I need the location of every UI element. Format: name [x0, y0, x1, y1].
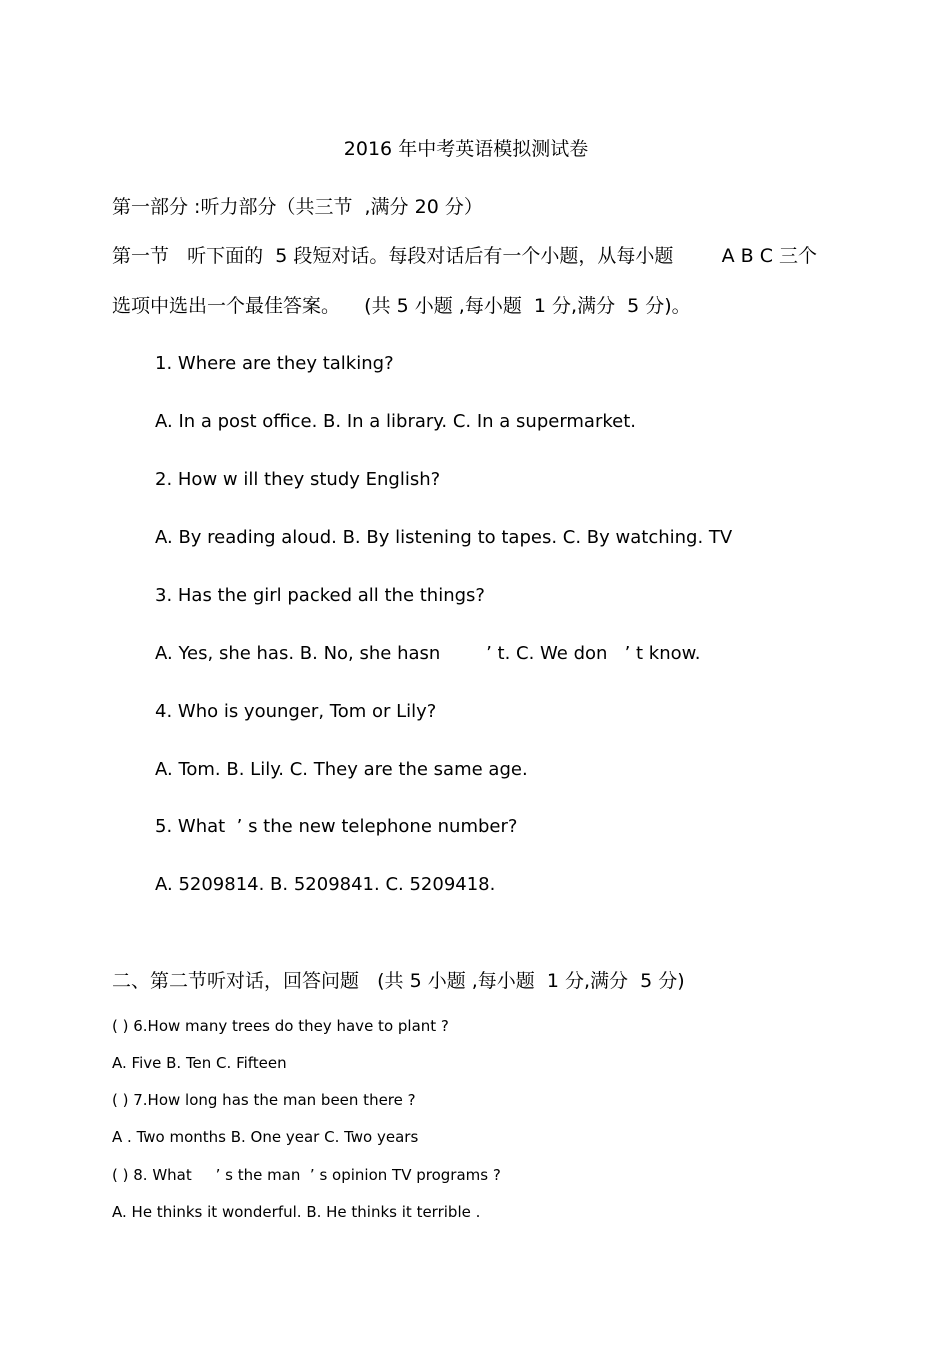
question-1: 1. Where are they talking? — [155, 353, 394, 374]
question-5-options: A. 5209814. B. 5209841. C. 5209418. — [155, 874, 496, 895]
question-5: 5. What ’ s the new telephone number? — [155, 816, 518, 837]
question-4: 4. Who is younger, Tom or Lily? — [155, 701, 437, 722]
question-3: 3. Has the girl packed all the things? — [155, 585, 485, 606]
question-6-options: A. Five B. Ten C. Fifteen — [112, 1054, 287, 1072]
question-8-options: A. He thinks it wonderful. B. He thinks it terrible . — [112, 1203, 481, 1221]
section2-heading: 二、第二节听对话，回答问题 (共 5 小题 ,每小题 1 分,满分 5 分) — [112, 970, 685, 992]
question-2: 2. How w ill they study English? — [155, 469, 441, 490]
section1-instructions-line1: 第一节 听下面的 5 段短对话。每段对话后有一个小题，从每小题 A B C 三个 — [112, 245, 818, 267]
question-2-options: A. By reading aloud. B. By listening to tapes. C. By watching. TV — [155, 527, 733, 548]
question-7: ( ) 7.How long has the man been there ? — [112, 1091, 416, 1109]
question-6: ( ) 6.How many trees do they have to plant ? — [112, 1017, 449, 1035]
question-4-options: A. Tom. B. Lily. C. They are the same age. — [155, 759, 528, 780]
page-title: 2016 年中考英语模拟测试卷 — [343, 138, 589, 160]
part1-heading: 第一部分 :听力部分（共三节 ,满分 20 分） — [112, 196, 483, 218]
question-7-options: A . Two months B. One year C. Two years — [112, 1128, 419, 1146]
question-1-options: A. In a post office. B. In a library. C. In a supermarket. — [155, 411, 636, 432]
section1-instructions-line2: 选项中选出一个最佳答案。 (共 5 小题 ,每小题 1 分,满分 5 分)。 — [112, 295, 691, 317]
question-3-options: A. Yes, she has. B. No, she hasn ’ t. C. We don ’ t know. — [155, 643, 701, 664]
question-8: ( ) 8. What ’ s the man ’ s opinion TV programs ? — [112, 1166, 501, 1184]
